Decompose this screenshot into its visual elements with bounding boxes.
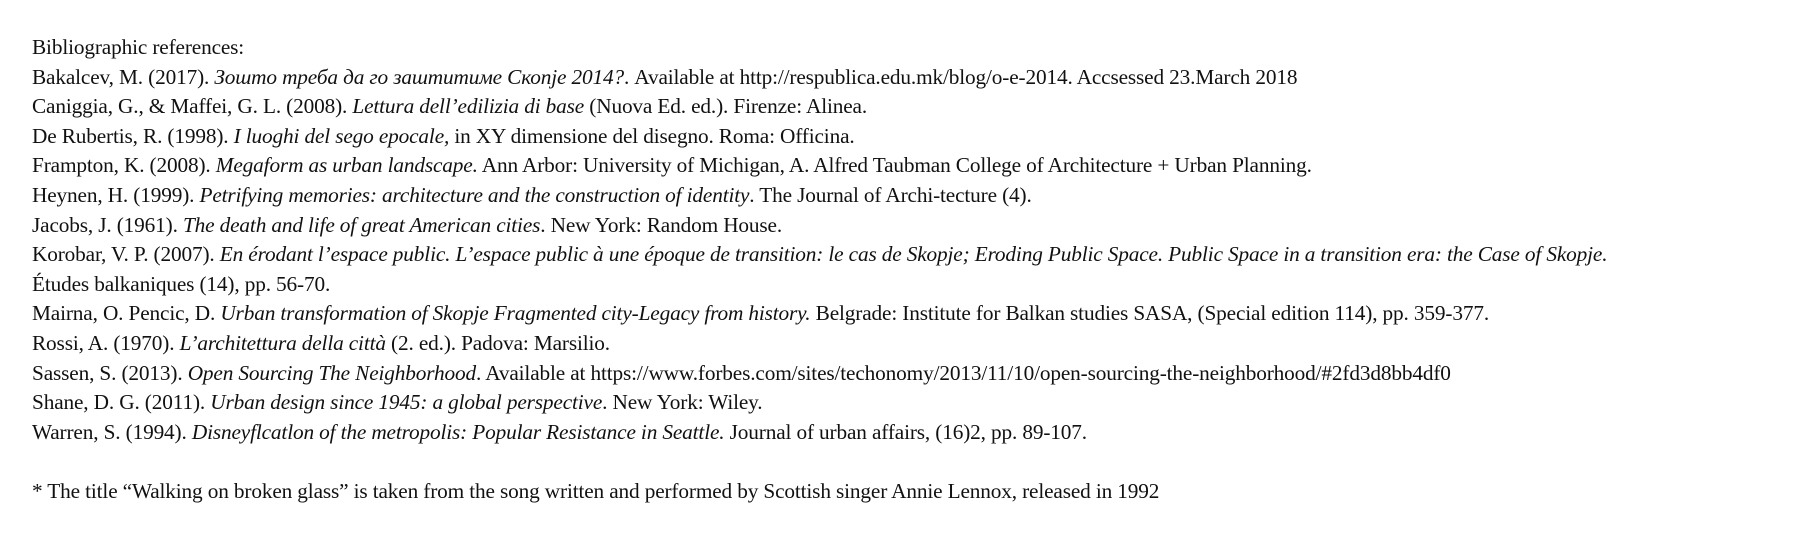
reference-author-year: Rossi, A. (1970). xyxy=(32,330,180,355)
reference-entry-korobar xyxy=(32,240,1792,270)
reference-entry-rossi xyxy=(32,329,1792,359)
document-body xyxy=(32,33,1792,507)
reference-details: Belgrade: Institute for Balkan studies SASA, (Special edition 114), pp. 359-377. xyxy=(810,301,1489,326)
reference-details: . New York: Random House. xyxy=(540,212,783,237)
references-heading: Bibliographic references: xyxy=(32,35,245,59)
reference-title: Petrifying memories: architecture and the construction of identity xyxy=(199,182,750,207)
reference-entry-korobar-continued xyxy=(32,270,1792,300)
reference-details: . The Journal of Archi-tecture (4). xyxy=(749,182,1032,207)
reference-author-year: Caniggia, G., & Maffei, G. L. (2008). xyxy=(32,94,353,119)
title-footnote: * The title “Walking on broken glass” is taken from the song written and performed by Scottish singer Annie Lennox, released in 1992 xyxy=(32,478,1160,503)
reference-title: Зошто треба да го заштитиме Скопје 2014? xyxy=(214,64,624,89)
reference-details: Ann Arbor: University of Michigan, A. Alfred Taubman College of Architecture + Urban Planning. xyxy=(477,153,1312,178)
reference-title: Urban design since 1945: a global perspective xyxy=(210,390,603,415)
reference-author-year: Heynen, H. (1999). xyxy=(32,182,200,207)
reference-author-year: Shane, D. G. (2011). xyxy=(32,390,211,415)
paragraph-spacer xyxy=(32,447,1792,477)
reference-details: in XY dimensione del disegno. Roma: Officina. xyxy=(449,123,855,148)
reference-entry-sassen xyxy=(32,359,1792,389)
reference-entry-mairna xyxy=(32,299,1792,329)
reference-details: . Available at https://www.forbes.com/sites/techonomy/2013/11/10/open-sourcing-the-neighborhood/#2fd3d8bb4df0 xyxy=(476,360,1451,385)
reference-entry-bakalcev xyxy=(32,63,1792,93)
reference-author-year: Mairna, O. Pencic, D. xyxy=(32,301,221,326)
reference-title: Open Sourcing The Neighborhood xyxy=(187,360,477,385)
reference-entry-jacobs xyxy=(32,211,1792,241)
reference-author-year: Bakalcev, M. (2017). xyxy=(32,64,215,89)
reference-entry-frampton xyxy=(32,151,1792,181)
reference-title: I luoghi del sego epocale, xyxy=(233,123,450,148)
reference-author-year: Jacobs, J. (1961). xyxy=(32,212,183,237)
reference-title: Urban transformation of Skopje Fragmented city-Legacy from history. xyxy=(220,301,811,326)
reference-title: Megaform as urban landscape. xyxy=(215,153,478,178)
reference-details: (2. ed.). Padova: Marsilio. xyxy=(385,330,610,355)
reference-details: . New York: Wiley. xyxy=(602,390,763,415)
reference-details: Études balkaniques (14), pp. 56-70. xyxy=(32,271,331,296)
reference-author-year: Sassen, S. (2013). xyxy=(32,360,188,385)
reference-title: L’architettura della città xyxy=(179,330,386,355)
reference-author-year: Frampton, K. (2008). xyxy=(32,153,216,178)
reference-author-year: Korobar, V. P. (2007). xyxy=(32,242,220,267)
reference-title: En érodant l’espace public. L’espace public à une époque de transition: le cas de Skopje; Eroding Public Space. Public Space in a transition era: the Case of Skopje. xyxy=(219,242,1608,267)
reference-details: . Available at http://respublica.edu.mk/blog/o-e-2014. Accsessed 23.March 2018 xyxy=(623,64,1298,89)
reference-entry-de-rubertis xyxy=(32,122,1792,152)
reference-title: Disneyflcatlon of the metropolis: Popular Resistance in Seattle. xyxy=(191,419,725,444)
reference-details: (Nuova Ed. ed.). Firenze: Alinea. xyxy=(584,94,868,119)
reference-author-year: Warren, S. (1994). xyxy=(32,419,192,444)
reference-title: Lettura dell’edilizia di base xyxy=(352,94,585,119)
reference-details: Journal of urban affairs, (16)2, pp. 89-107. xyxy=(724,419,1087,444)
reference-author-year: De Rubertis, R. (1998). xyxy=(32,123,234,148)
reference-title: The death and life of great American cities xyxy=(182,212,541,237)
reference-entry-warren xyxy=(32,418,1792,448)
reference-entry-shane xyxy=(32,388,1792,418)
reference-entry-heynen xyxy=(32,181,1792,211)
reference-entry-caniggia xyxy=(32,92,1792,122)
